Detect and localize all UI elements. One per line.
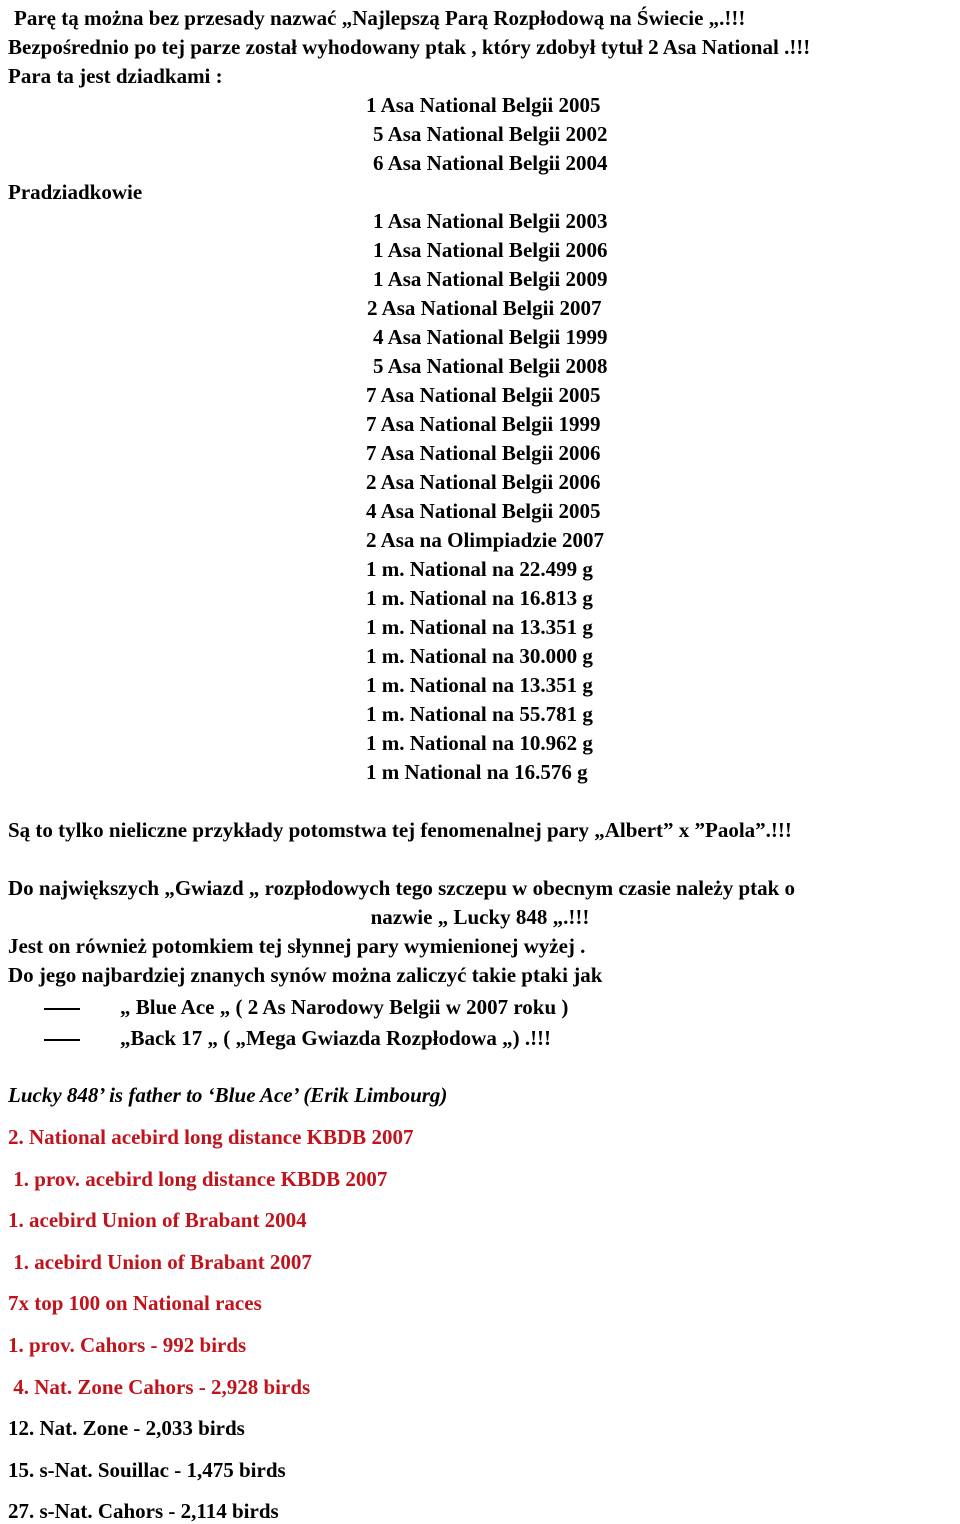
great-grandparents-label: Pradziadkowie — [8, 180, 143, 204]
dash-bullet-icon — [44, 1039, 80, 1041]
list-item: 1 Asa National Belgii 2006 — [373, 238, 608, 262]
list-item: 15. s-Nat. Souillac - 1,475 birds — [8, 1458, 286, 1482]
list-item: 2 Asa na Olimpiadzie 2007 — [366, 528, 605, 552]
list-item: 2 Asa National Belgii 2006 — [366, 470, 601, 494]
list-item: 7 Asa National Belgii 2006 — [366, 441, 601, 465]
list-item: 1 m. National na 22.499 g — [366, 557, 593, 581]
list-item: 1 m. National na 16.813 g — [366, 586, 593, 610]
summary-text: Są to tylko nieliczne przykłady potomstwa tej fenomenalnej pary „Albert” x ”Paola”.!!! — [8, 818, 792, 842]
lucky-line-2: nazwie „ Lucky 848 „.!!! — [370, 905, 590, 929]
list-item: 2. National acebird long distance KBDB 2007 — [8, 1125, 414, 1149]
list-item: 4. Nat. Zone Cahors - 2,928 birds — [8, 1375, 311, 1399]
list-item: 4 Asa National Belgii 2005 — [366, 499, 601, 523]
list-item: 1 m. National na 10.962 g — [366, 731, 593, 755]
bullet-text: „Back 17 „ ( „Mega Gwiazda Rozpłodowa „) .!!! — [120, 1026, 552, 1050]
list-item: 5 Asa National Belgii 2002 — [373, 122, 608, 146]
list-item: 1. prov. Cahors - 992 birds — [8, 1333, 247, 1357]
list-item — [44, 994, 568, 1020]
list-item: 12. Nat. Zone - 2,033 birds — [8, 1416, 245, 1440]
list-item: 1 Asa National Belgii 2003 — [373, 209, 608, 233]
list-item: 4 Asa National Belgii 1999 — [373, 325, 608, 349]
list-item: 1. acebird Union of Brabant 2007 — [8, 1250, 312, 1274]
list-item: 1 m. National na 13.351 g — [366, 673, 593, 697]
list-item: 7x top 100 on National races — [8, 1291, 262, 1315]
list-item: 2 Asa National Belgii 2007 — [367, 296, 602, 320]
list-item: 1. prov. acebird long distance KBDB 2007 — [8, 1167, 388, 1191]
lucky-line-1: Do największych „Gwiazd „ rozpłodowych tego szczepu w obecnym czasie należy ptak o — [8, 876, 796, 900]
lucky-line-4: Do jego najbardziej znanych synów można zaliczyć takie ptaki jak — [8, 963, 603, 987]
list-item: 1 Asa National Belgii 2005 — [366, 93, 601, 117]
list-item: 1 m. National na 55.781 g — [366, 702, 593, 726]
list-item: 1 m National na 16.576 g — [366, 760, 588, 784]
list-item: 1 m. National na 13.351 g — [366, 615, 593, 639]
list-item: 6 Asa National Belgii 2004 — [373, 151, 608, 175]
english-note: Lucky 848’ is father to ‘Blue Ace’ (Erik Limbourg) — [8, 1083, 448, 1107]
lucky-line-3: Jest on również potomkiem tej słynnej pary wymienionej wyżej . — [8, 934, 586, 958]
list-item: 1 m. National na 30.000 g — [366, 644, 593, 668]
list-item: 7 Asa National Belgii 2005 — [366, 383, 601, 407]
intro-line-1: Parę tą można bez przesady nazwać „Najlepszą Parą Rozpłodową na Świecie „.!!! — [14, 6, 746, 30]
intro-line-2: Bezpośrednio po tej parze został wyhodowany ptak , który zdobył tytuł 2 Asa National .!!! — [8, 35, 811, 59]
bullet-text: „ Blue Ace „ ( 2 As Narodowy Belgii w 2007 roku ) — [120, 995, 569, 1019]
list-item: 5 Asa National Belgii 2008 — [373, 354, 608, 378]
list-item: 27. s-Nat. Cahors - 2,114 birds — [8, 1499, 279, 1523]
intro-line-3: Para ta jest dziadkami : — [8, 64, 223, 88]
list-item: 1. acebird Union of Brabant 2004 — [8, 1208, 307, 1232]
dash-bullet-icon — [44, 1008, 80, 1010]
list-item: 7 Asa National Belgii 1999 — [366, 412, 601, 436]
list-item — [44, 1025, 551, 1051]
list-item: 1 Asa National Belgii 2009 — [373, 267, 608, 291]
